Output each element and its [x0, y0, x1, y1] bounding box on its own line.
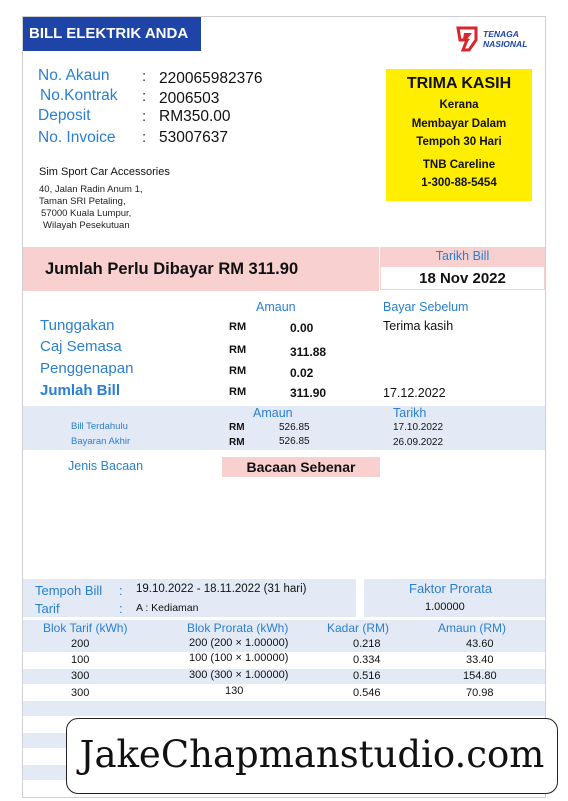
contract-no-label: No.Kontrak	[40, 87, 118, 104]
invoice-no-label: No. Invoice	[38, 129, 116, 146]
bill-title: BILL ELEKTRIK ANDA	[23, 17, 201, 51]
bill-date-label: Tarikh Bill	[380, 247, 545, 266]
thanks-box	[386, 69, 532, 201]
billing-period-value: 19.10.2022 - 18.11.2022 (31 hari)	[136, 583, 307, 595]
thanks-title: TRIMA KASIH	[406, 75, 512, 92]
table-cell: 70.98	[466, 687, 494, 699]
logo-line2: NASIONAL	[483, 39, 528, 49]
table-cell: 43.60	[466, 638, 494, 650]
last-payment-value: 526.85	[279, 436, 310, 447]
thanks-line: Membayar Dalam	[411, 117, 507, 130]
table-cell: 33.40	[466, 654, 494, 666]
previous-bill-label: Bill Terdahulu	[71, 421, 128, 432]
history-amount-header: Amaun	[253, 406, 293, 420]
currency: RM	[229, 344, 247, 356]
billing-period-label: Tempoh Bill	[35, 583, 103, 598]
thanks-line: Tempoh 30 Hari	[416, 136, 502, 148]
address-line: Taman SRI Petaling,	[39, 196, 126, 207]
due-date: 17.12.2022	[383, 386, 446, 400]
pay-before-col-header: Bayar Sebelum	[383, 300, 469, 314]
tariff-label: Tarif	[35, 601, 60, 616]
account-no-value: 220065982376	[159, 70, 263, 87]
currency: RM	[229, 321, 247, 333]
address-line: 40, Jalan Radin Anum 1,	[39, 184, 143, 195]
watermark-banner: JakeChapmanstudio.com	[66, 718, 558, 794]
table-cell: 100	[71, 654, 90, 666]
rounding-value: 0.02	[290, 366, 314, 380]
colon: :	[119, 583, 123, 598]
colon: :	[142, 88, 147, 105]
total-bill-label: Jumlah Bill	[40, 382, 121, 399]
table-row	[23, 701, 545, 716]
currency: RM	[229, 365, 247, 377]
table-cell: 0.546	[353, 687, 381, 699]
careline-label: TNB Careline	[422, 158, 496, 171]
history-date-header: Tarikh	[393, 406, 427, 420]
currency: RM	[229, 437, 245, 448]
colon: :	[142, 129, 147, 146]
logo-line1: TENAGA	[483, 29, 519, 39]
table-cell: 200 (200 × 1.00000)	[189, 637, 289, 649]
rounding-label: Penggenapan	[40, 360, 134, 377]
tnb-logo	[455, 25, 539, 55]
bill-page	[22, 16, 546, 798]
table-cell: 300 (300 × 1.00000)	[189, 669, 289, 681]
tnb-logo-icon	[455, 25, 481, 53]
table-cell: 130	[225, 685, 244, 697]
total-due: Jumlah Perlu Dibayar RM 311.90	[45, 260, 299, 278]
last-payment-date: 26.09.2022	[393, 437, 444, 448]
prorata-factor-label: Faktor Prorata	[409, 581, 493, 596]
customer-name: Sim Sport Car Accessories	[39, 166, 170, 178]
last-payment-label: Bayaran Akhir	[71, 436, 131, 447]
arrears-value: 0.00	[290, 321, 314, 335]
currency: RM	[229, 422, 245, 433]
reading-type-value: Bacaan Sebenar	[222, 457, 380, 477]
thank-you-note: Terima kasih	[383, 319, 454, 333]
prorata-factor-value: 1.00000	[425, 601, 465, 613]
reading-type-label: Jenis Bacaan	[68, 459, 144, 473]
colon: :	[142, 68, 147, 85]
table-cell: 200	[71, 638, 90, 650]
currency: RM	[229, 386, 247, 398]
previous-bill-value: 526.85	[279, 422, 310, 433]
current-charge-label: Caj Semasa	[40, 338, 122, 355]
amount-col-header: Amaun	[256, 300, 296, 314]
address-line: 57000 Kuala Lumpur,	[41, 208, 132, 219]
colon: :	[119, 601, 123, 616]
rate-header: Kadar (RM)	[327, 621, 390, 635]
logo-text	[483, 29, 527, 49]
bill-date-value: 18 Nov 2022	[380, 266, 545, 290]
thanks-line: Kerana	[439, 99, 479, 111]
amount-header: Amaun (RM)	[438, 621, 507, 635]
table-cell: 0.516	[353, 670, 381, 682]
table-cell: 300	[71, 670, 90, 682]
tariff-value: A : Kediaman	[136, 602, 199, 614]
table-cell: 300	[71, 687, 90, 699]
invoice-no-value: 53007637	[159, 129, 228, 146]
arrears-label: Tunggakan	[40, 317, 115, 334]
table-cell: 154.80	[463, 670, 497, 682]
previous-bill-date: 17.10.2022	[393, 422, 444, 433]
table-cell: 0.334	[353, 654, 381, 666]
careline-number: 1-300-88-5454	[421, 177, 497, 189]
deposit-value: RM350.00	[159, 108, 231, 125]
address-line: Wilayah Pesekutuan	[43, 220, 130, 231]
deposit-label: Deposit	[38, 107, 91, 124]
table-cell: 100 (100 × 1.00000)	[189, 652, 289, 664]
prorata-block-header: Blok Prorata (kWh)	[187, 621, 289, 635]
contract-no-value: 2006503	[159, 90, 220, 107]
account-no-label: No. Akaun	[38, 67, 110, 84]
table-cell: 0.218	[353, 638, 381, 650]
current-charge-value: 311.88	[290, 345, 327, 359]
total-bill-value: 311.90	[290, 386, 327, 400]
tariff-block-header: Blok Tarif (kWh)	[43, 621, 128, 635]
colon: :	[142, 108, 147, 125]
